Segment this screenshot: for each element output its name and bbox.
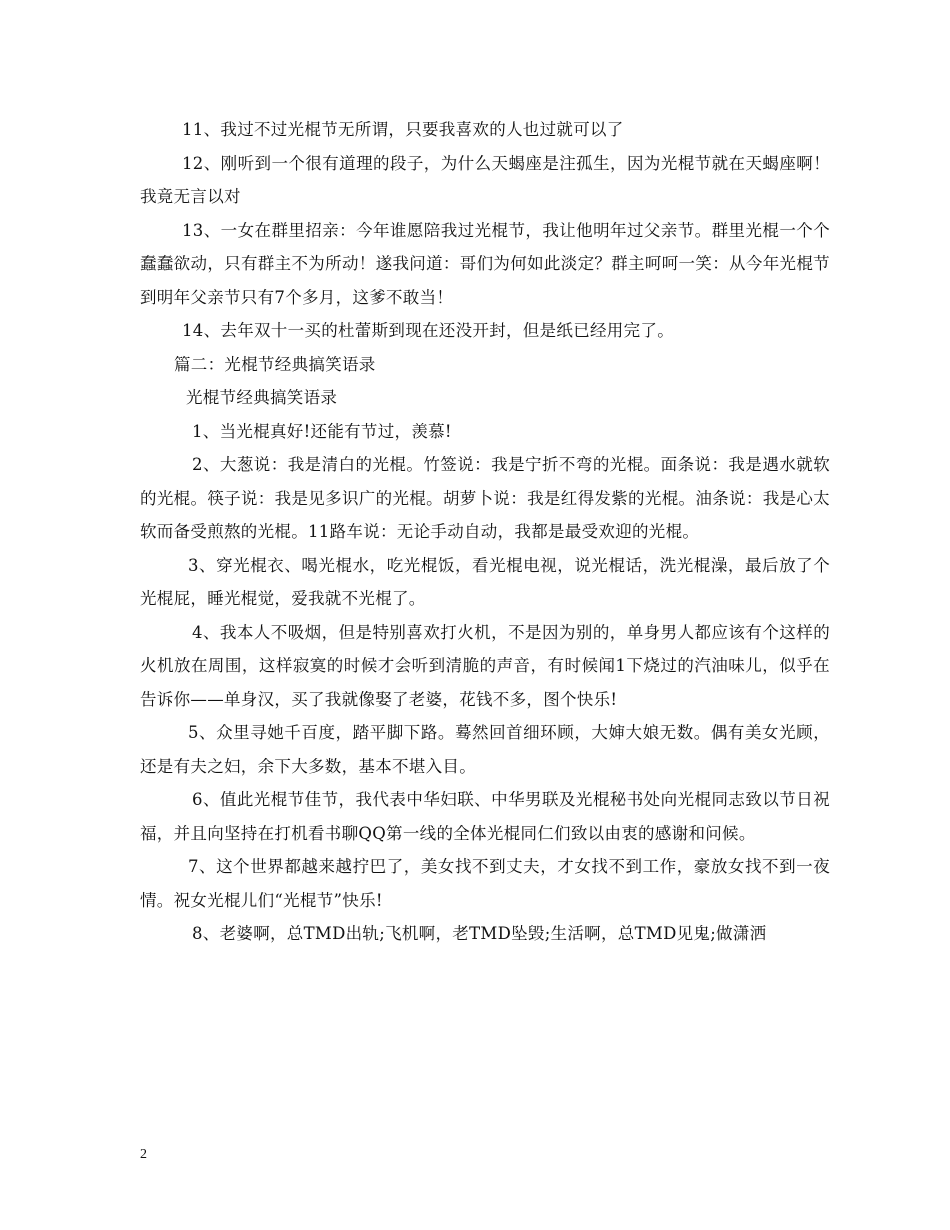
paragraph-11: 11、我过不过光棍节无所谓，只要我喜欢的人也过就可以了	[182, 120, 624, 139]
paragraph-2: 2、大葱说：我是清白的光棍。竹签说：我是宁折不弯的光棍。面条说：我是遇水就软的光棍。筷子说：我是见多识广的光棍。胡萝卜说：我是红得发紫的光棍。油条说：我是心太软而备受煎熬的光棍。11路车说：无论手动自动，我都是最受欢迎的光棍。	[140, 455, 830, 541]
paragraph-1: 1、当光棍真好!还能有节过，羡慕!	[192, 421, 452, 441]
paragraph-12: 12、刚听到一个很有道理的段子，为什么天蝎座是注孤生，因为光棍节就在天蝎座啊！我竟无言以对	[140, 153, 830, 206]
section-subtitle: 光棍节经典搞笑语录	[186, 388, 338, 407]
document-body	[140, 113, 830, 951]
paragraph-7: 7、这个世界都越来越拧巴了，美女找不到丈夫，才女找不到工作，豪放女找不到一夜情。祝女光棍儿们“光棍节”快乐!	[140, 857, 830, 910]
paragraph-5: 5、众里寻她千百度，踏平脚下路。蓦然回首细环顾，大婶大娘无数。偶有美女光顾，还是有夫之妇，余下大多数，基本不堪入目。	[140, 723, 830, 776]
paragraph-3: 3、穿光棍衣、喝光棍水，吃光棍饭，看光棍电视，说光棍话，洗光棍澡，最后放了个光棍屁，睡光棍觉，爱我就不光棍了。	[140, 555, 830, 608]
paragraph-4: 4、我本人不吸烟，但是特别喜欢打火机，不是因为别的，单身男人都应该有个这样的火机放在周围，这样寂寞的时候才会听到清脆的声音，有时候闻1下烧过的汽油味儿，似乎在告诉你——单身汉，买了我就像娶了老婆，花钱不多，图个快乐!	[140, 622, 830, 709]
section-heading: 篇二：光棍节经典搞笑语录	[174, 354, 376, 374]
paragraph-13: 13、一女在群里招亲：今年谁愿陪我过光棍节，我让他明年过父亲节。群里光棍一个个蠢蠢欲动，只有群主不为所动！遂我问道：哥们为何如此淡定？群主呵呵一笑：从今年光棍节到明年父亲节只有7个多月，这爹不敢当！	[140, 220, 830, 307]
paragraph-8: 8、老婆啊，总TMD出轨;飞机啊，老TMD坠毁;生活啊，总TMD见鬼;做潇洒	[192, 924, 767, 943]
paragraph-6: 6、值此光棍节佳节，我代表中华妇联、中华男联及光棍秘书处向光棍同志致以节日祝福，并且向坚持在打机看书聊QQ第一线的全体光棍同仁们致以由衷的感谢和问候。	[140, 790, 830, 843]
paragraph-14: 14、去年双十一买的杜蕾斯到现在还没开封，但是纸已经用完了。	[182, 321, 674, 340]
page-number: 2	[140, 1147, 147, 1162]
